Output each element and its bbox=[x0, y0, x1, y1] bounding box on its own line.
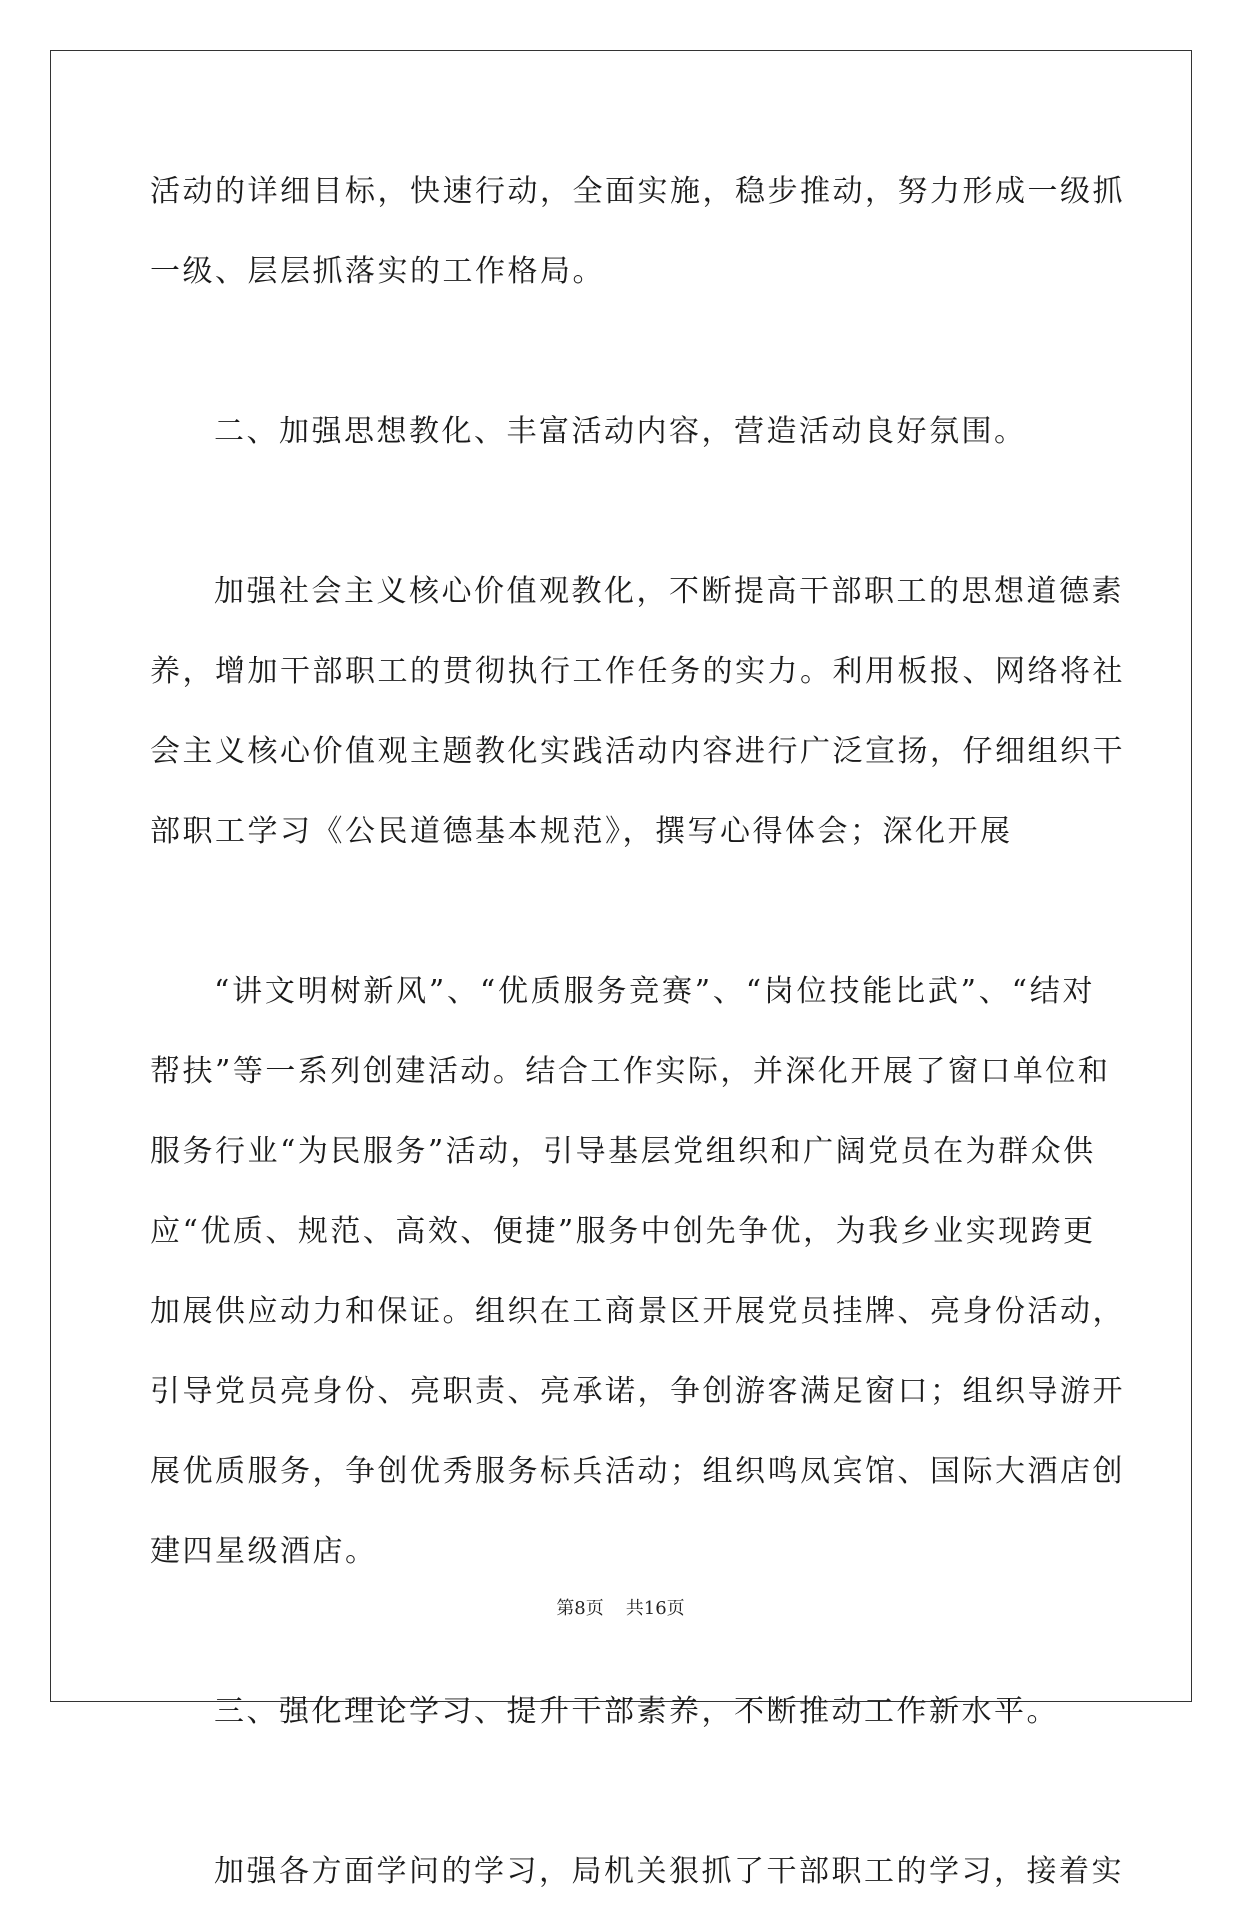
paragraph-line: 加强各方面学问的学习，局机关狠抓了干部职工的学习，接着实 bbox=[214, 1854, 1124, 1889]
paragraph-gap bbox=[150, 1760, 1095, 1840]
document-body bbox=[150, 160, 1125, 1920]
page-total: 共16页 bbox=[625, 1598, 685, 1619]
paragraph-line: 一级、层层抓落实的工作格局。 bbox=[150, 254, 605, 289]
paragraph-line: 会主义核心价值观主题教化实践活动内容进行广泛宣扬，仔细组织干 bbox=[150, 734, 1125, 769]
paragraph-line: 帮扶”等一系列创建活动。结合工作实际，并深化开展了窗口单位和 bbox=[150, 1054, 1111, 1089]
page-footer bbox=[0, 1597, 1241, 1621]
paragraph-line: 引导党员亮身份、亮职责、亮承诺，争创游客满足窗口；组织导游开 bbox=[150, 1374, 1125, 1409]
paragraph-line: 养，增加干部职工的贯彻执行工作任务的实力。利用板报、网络将社 bbox=[150, 654, 1125, 689]
paragraph-line: 加展供应动力和保证。组织在工商景区开展党员挂牌、亮身份活动， bbox=[150, 1294, 1125, 1329]
paragraph-line: 服务行业“为民服务”活动，引导基层党组织和广阔党员在为群众供 bbox=[150, 1134, 1096, 1169]
paragraph-line: 加强社会主义核心价值观教化，不断提高干部职工的思想道德素 bbox=[214, 574, 1124, 609]
paragraph-line: 展优质服务，争创优秀服务标兵活动；组织鸣凤宾馆、国际大酒店创 bbox=[150, 1454, 1125, 1489]
paragraph-gap bbox=[150, 880, 1095, 960]
paragraph-line: “讲文明树新风”、“优质服务竞赛”、“岗位技能比武”、“结对 bbox=[214, 974, 1095, 1009]
paragraph-line: 活动的详细目标，快速行动，全面实施，稳步推动，努力形成一级抓 bbox=[150, 174, 1125, 209]
page-number: 第8页 bbox=[556, 1598, 604, 1619]
paragraph-gap bbox=[150, 480, 1095, 560]
paragraph-gap bbox=[150, 320, 1095, 400]
section-heading: 三、强化理论学习、提升干部素养，不断推动工作新水平。 bbox=[214, 1694, 1059, 1729]
section-heading: 二、加强思想教化、丰富活动内容，营造活动良好氛围。 bbox=[214, 414, 1027, 449]
paragraph-line: 应“优质、规范、高效、便捷”服务中创先争优，为我乡业实现跨更 bbox=[150, 1214, 1096, 1249]
paragraph-line: 建四星级酒店。 bbox=[150, 1534, 378, 1569]
paragraph-line: 部职工学习《公民道德基本规范》，撰写心得体会；深化开展 bbox=[150, 814, 1013, 849]
